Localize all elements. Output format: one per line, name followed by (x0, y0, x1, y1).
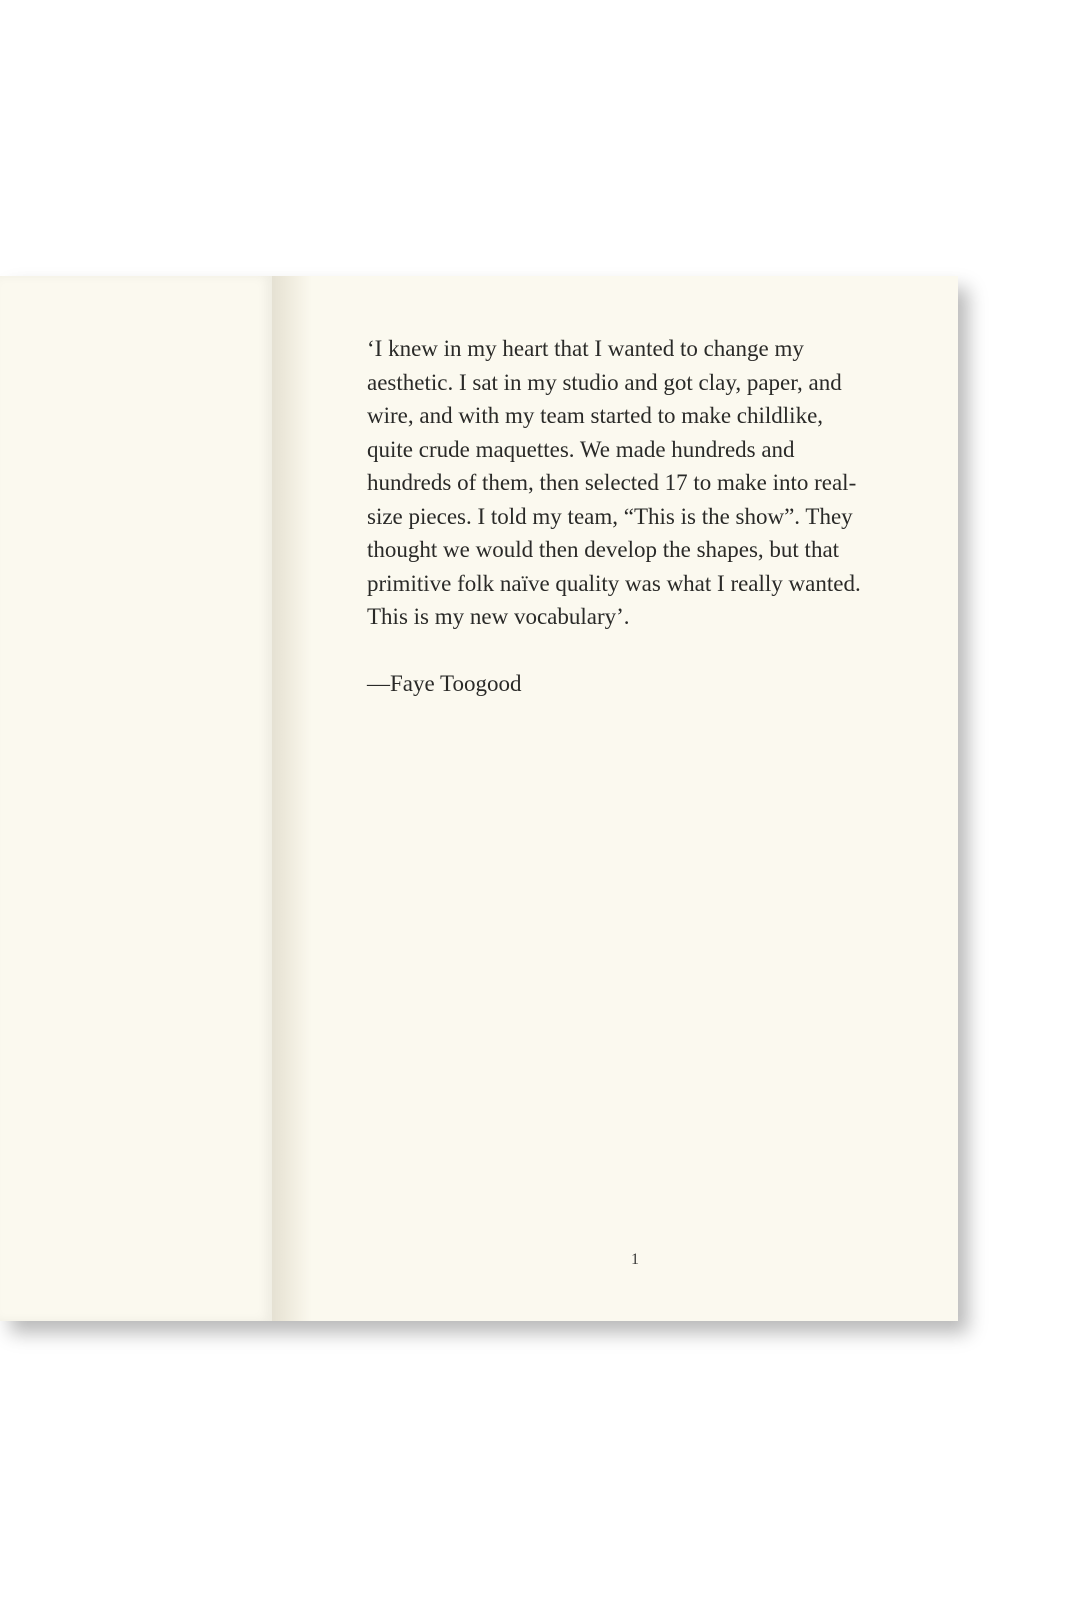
quote-line: wire, and with my team started to make childlike, (367, 403, 824, 428)
book-spread (0, 276, 958, 1321)
quote-line: primitive folk naïve quality was what I really wanted. (367, 570, 861, 596)
quote-line: quite crude maquettes. We made hundreds and (367, 436, 795, 462)
quote-line: aesthetic. I sat in my studio and got clay, paper, and (367, 369, 842, 395)
quote-line: thought we would then develop the shapes, but that (367, 537, 840, 562)
quote-line: ‘I knew in my heart that I wanted to change my (367, 336, 804, 361)
quote-text (367, 332, 927, 634)
left-page (0, 276, 272, 1321)
page-gutter (272, 276, 312, 1321)
quote-line: This is my new vocabulary’. (367, 604, 630, 629)
quote-line: hundreds of them, then selected 17 to make into real- (367, 470, 857, 495)
quote-line: size pieces. I told my team, “This is the show”. They (367, 503, 853, 529)
quote-attribution: —Faye Toogood (367, 671, 522, 696)
right-page (272, 276, 958, 1321)
page-number: 1 (631, 1251, 639, 1268)
